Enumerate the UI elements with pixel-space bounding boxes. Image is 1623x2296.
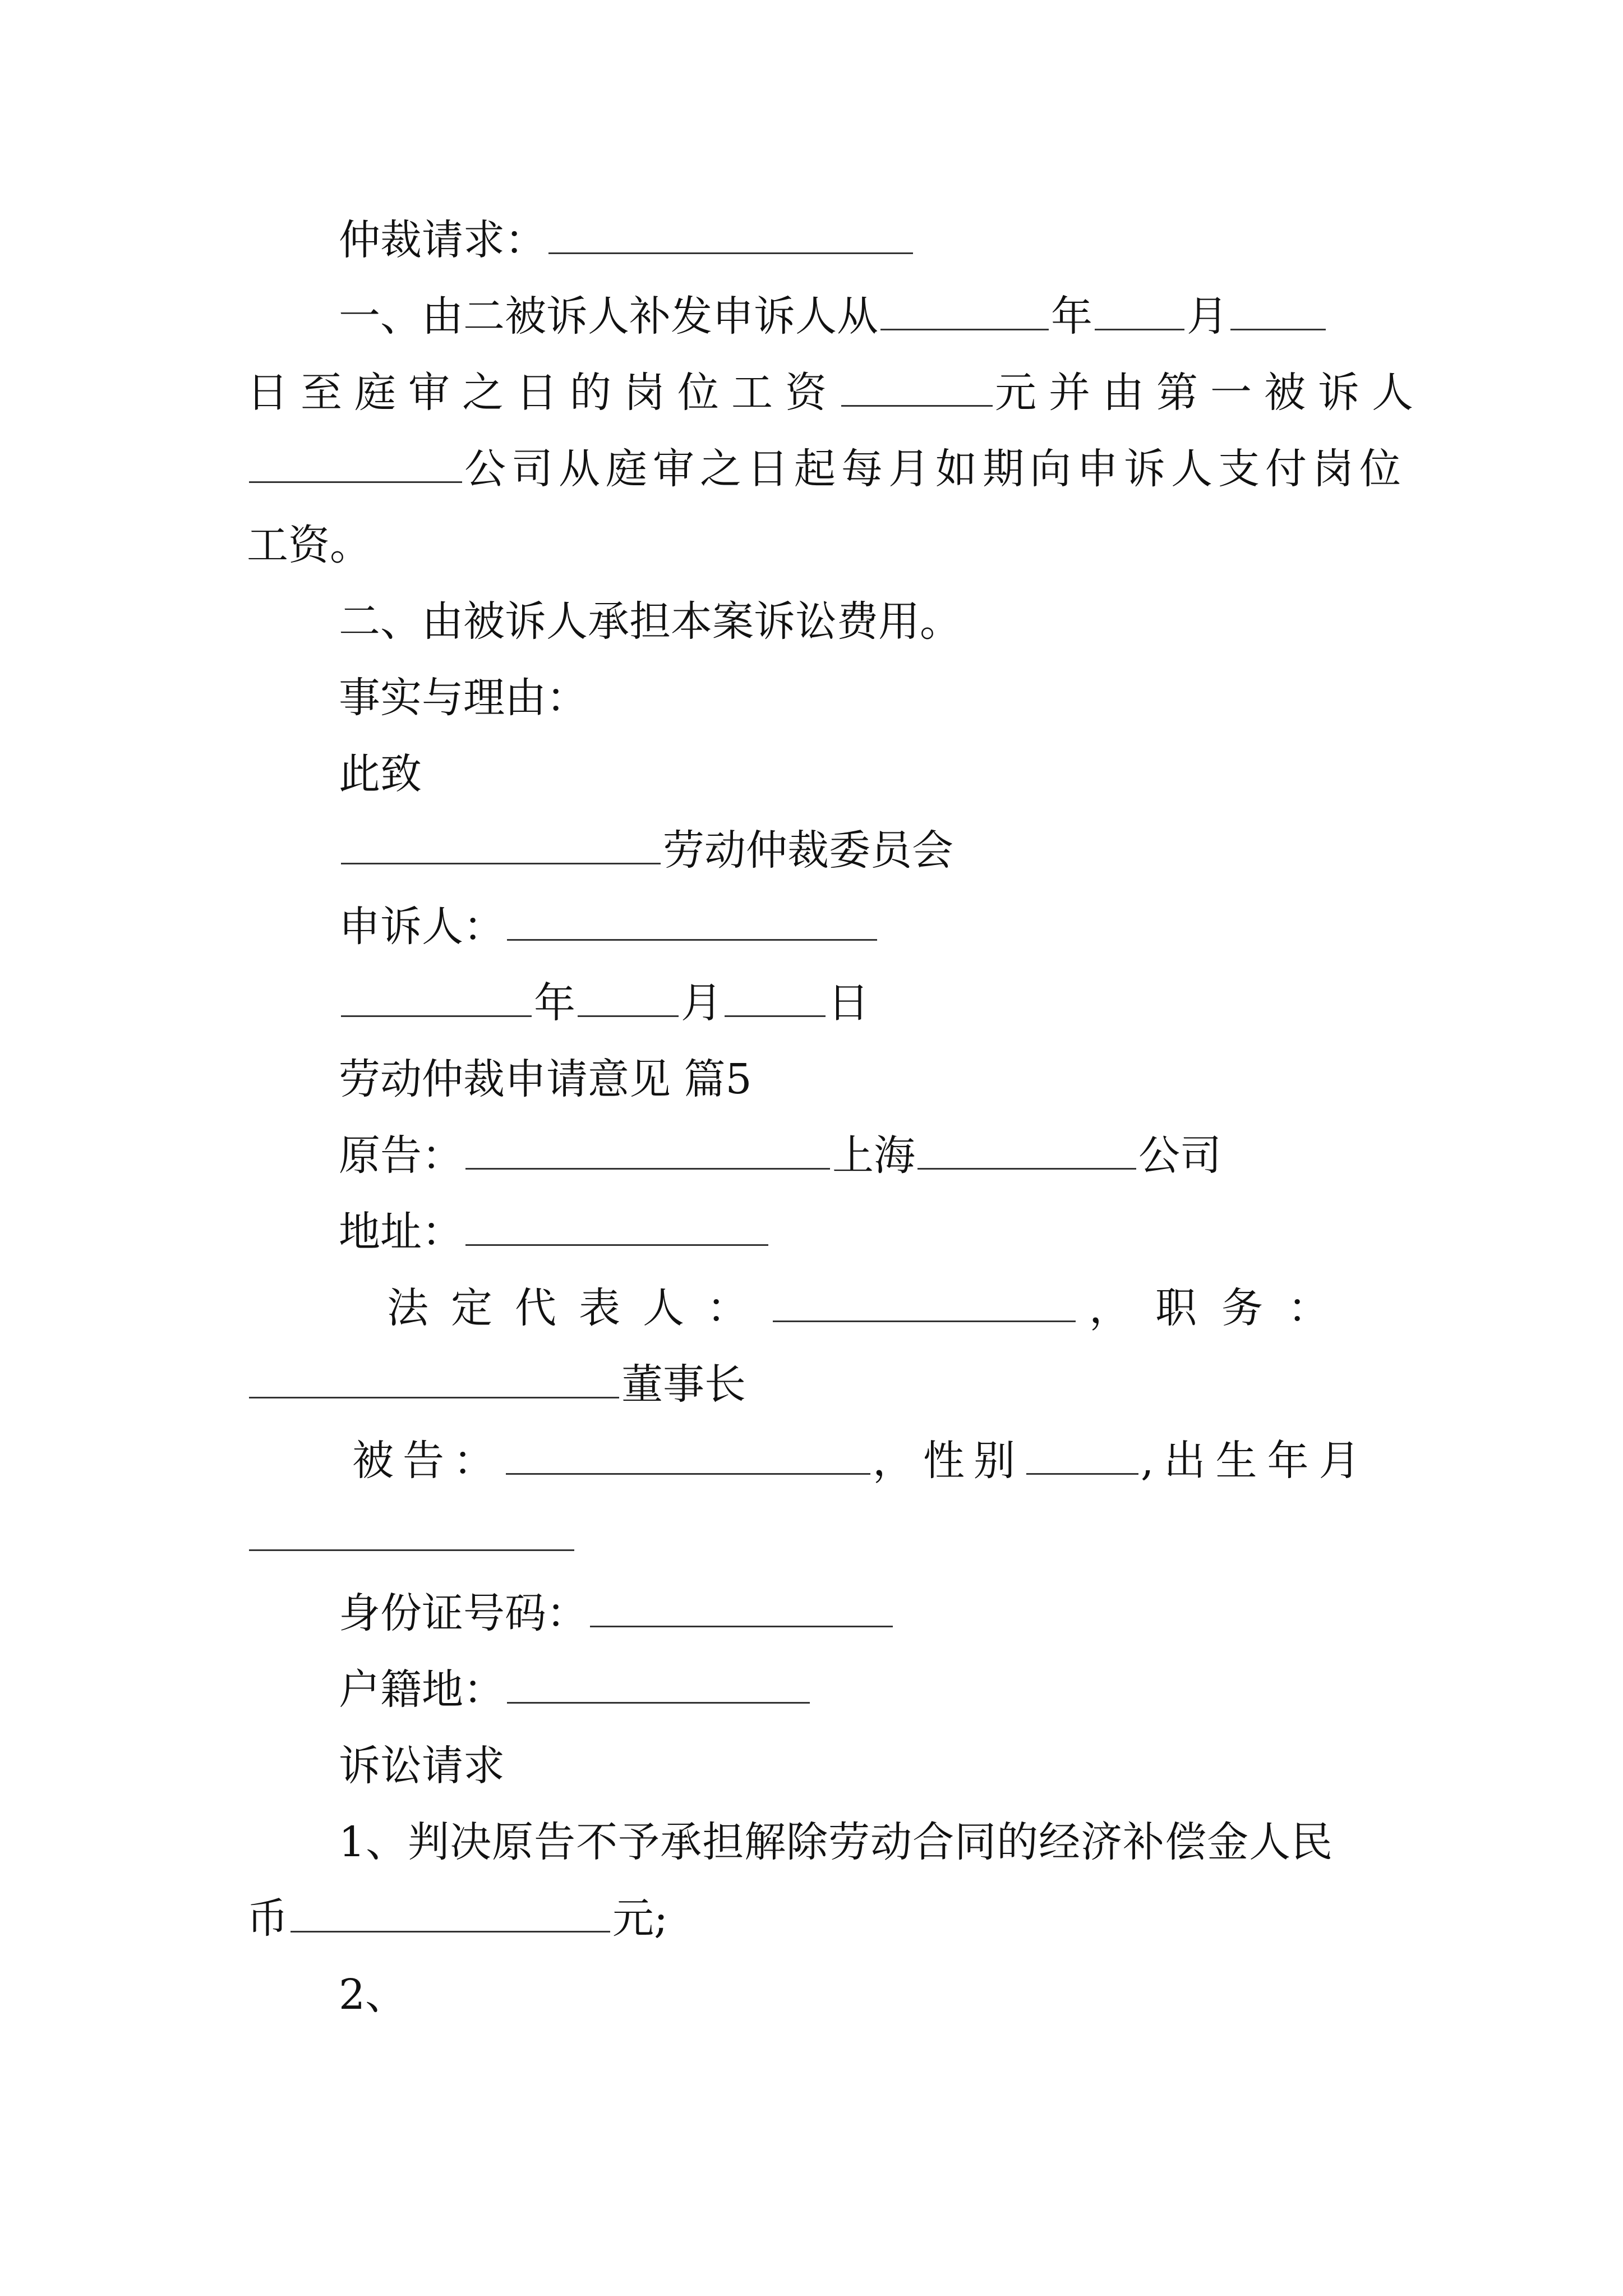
salutation bbox=[339, 746, 422, 802]
address-line bbox=[339, 1204, 771, 1260]
request-item-1-line-2 bbox=[247, 365, 1426, 421]
text-segment: 事实与理由： bbox=[339, 674, 588, 722]
blank-field bbox=[1026, 1435, 1138, 1475]
committee-line bbox=[339, 822, 953, 878]
text-segment: 劳动仲裁委员会 bbox=[663, 826, 953, 875]
arbitration-request-label: 仲裁请求： bbox=[339, 216, 546, 264]
section-title bbox=[339, 1051, 752, 1107]
defendant-line bbox=[352, 1433, 1385, 1489]
text-segment: 地址： bbox=[339, 1208, 463, 1256]
blank-field bbox=[341, 825, 661, 864]
applicant-line bbox=[339, 899, 879, 955]
text-segment: 1、判决原告不予承担解除劳动合同的经济补偿金人民 bbox=[339, 1818, 1334, 1866]
blank-field bbox=[578, 977, 679, 1017]
blank-field bbox=[465, 1206, 768, 1246]
blank-field bbox=[291, 1893, 610, 1932]
text-segment: 工资。 bbox=[247, 521, 371, 569]
id-number-line bbox=[339, 1585, 895, 1641]
plaintiff-line bbox=[339, 1128, 1221, 1184]
text-segment: 原告： bbox=[339, 1131, 463, 1180]
text-segment: 一、由二被诉人补发申诉人从 bbox=[339, 292, 878, 341]
text-segment: 月 bbox=[1187, 292, 1228, 341]
facts-and-reasons-heading bbox=[339, 670, 588, 726]
blank-field bbox=[506, 1435, 870, 1475]
text-segment: 币 bbox=[247, 1894, 288, 1943]
text-segment: 二、由被诉人承担本案诉讼费用。 bbox=[339, 597, 961, 646]
text-segment: 董事长 bbox=[621, 1360, 746, 1409]
blank-field bbox=[1095, 291, 1184, 330]
text-segment: 元; bbox=[612, 1894, 668, 1943]
blank-field bbox=[590, 1588, 893, 1627]
date-line bbox=[339, 975, 869, 1031]
text-segment: 此致 bbox=[339, 750, 422, 798]
blank-field bbox=[507, 1664, 810, 1704]
text-segment: 元并由第一被诉人 bbox=[995, 369, 1426, 417]
text-segment: ，职务： bbox=[1089, 1284, 1354, 1332]
blank-field bbox=[465, 1130, 830, 1170]
claim-2-line bbox=[339, 1967, 407, 2023]
household-registration-line bbox=[339, 1662, 812, 1718]
blank-field bbox=[880, 291, 1049, 330]
request-item-2 bbox=[339, 593, 961, 650]
birthdate-blank-line bbox=[247, 1509, 577, 1565]
arbitration-request-line bbox=[339, 212, 915, 268]
blank-field bbox=[249, 1359, 619, 1398]
claim-1-line-2 bbox=[247, 1890, 668, 1947]
text-segment: 户籍地： bbox=[339, 1665, 505, 1714]
blank-field bbox=[917, 1130, 1136, 1170]
text-segment: 年 bbox=[534, 979, 575, 1027]
text-segment: 申诉人： bbox=[339, 903, 505, 951]
blank-field bbox=[507, 901, 877, 941]
text-segment: 劳动仲裁申请意见 篇5 bbox=[339, 1055, 752, 1103]
text-segment: 公司 bbox=[1138, 1131, 1221, 1180]
text-segment: 公司从庭审之日起每月如期向申诉人支付岗位 bbox=[464, 445, 1407, 493]
text-segment: 身份证号码： bbox=[339, 1589, 588, 1637]
text-segment: 诉讼请求 bbox=[339, 1742, 505, 1790]
blank-field bbox=[841, 367, 993, 407]
blank-field bbox=[341, 977, 532, 1017]
text-segment: 月 bbox=[681, 979, 722, 1027]
blank-field bbox=[249, 1511, 574, 1551]
text-segment: 年 bbox=[1051, 292, 1092, 341]
claim-1-line-1 bbox=[339, 1814, 1333, 1870]
text-segment: 2、 bbox=[339, 1971, 407, 2019]
blank-field bbox=[725, 977, 826, 1017]
text-segment: 法定代表人： bbox=[387, 1284, 771, 1332]
request-item-1-line-4 bbox=[247, 517, 371, 573]
text-segment: ，性别 bbox=[873, 1437, 1024, 1485]
blank-field bbox=[249, 443, 462, 483]
text-segment: 日至庭审之日的岗位工资 bbox=[247, 369, 839, 417]
request-item-1-line-1 bbox=[339, 288, 1328, 344]
text-segment: ,出生年月 bbox=[1141, 1437, 1371, 1485]
text-segment: 被告： bbox=[352, 1437, 504, 1485]
text-segment: 日 bbox=[828, 979, 869, 1027]
text-segment: 上海 bbox=[832, 1131, 915, 1180]
legal-rep-line bbox=[387, 1280, 1385, 1336]
request-item-1-line-3 bbox=[247, 441, 1407, 497]
claims-heading bbox=[339, 1738, 505, 1794]
blank-field bbox=[548, 214, 913, 254]
blank-field bbox=[1230, 291, 1326, 330]
legal-rep-title-line bbox=[247, 1356, 746, 1412]
blank-field bbox=[773, 1282, 1076, 1322]
